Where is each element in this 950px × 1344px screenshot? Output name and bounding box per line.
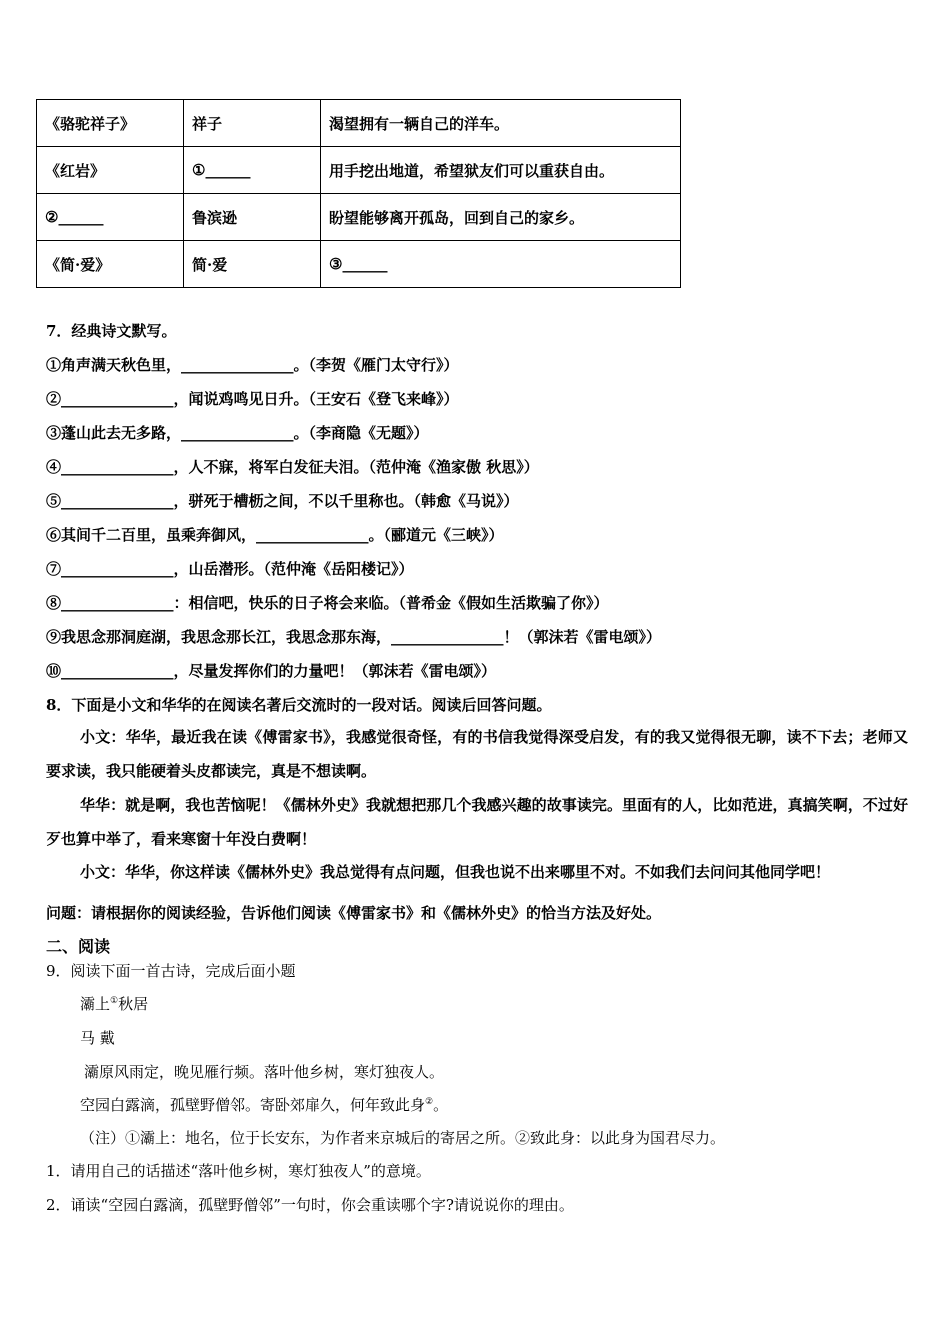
question-7-title: 7．经典诗文默写。: [46, 322, 177, 340]
sub-question-2: 2．诵读“空园白露滴，孤壁野僧邻”一句时，你会重读哪个字?请说说你的理由。: [46, 1196, 574, 1214]
recitation-item-2[interactable]: ②_______________，闻说鸡鸣见日升。（王安石《登飞来峰》）: [46, 390, 459, 408]
wish-cell: 渴望拥有一辆自己的洋车。: [321, 100, 681, 147]
character-cell: 祥子: [184, 100, 321, 147]
table-row: [37, 147, 681, 194]
character-blank[interactable]: ①______: [184, 147, 321, 194]
footnote-marker: ②: [425, 1097, 434, 1107]
recitation-item-10[interactable]: ⑩_______________，尽量发挥你们的力量吧！（郭沫若《雷电颂》）: [46, 662, 497, 680]
wish-cell: 盼望能够离开孤岛，回到自己的家乡。: [321, 194, 681, 241]
dialog-huahua: 华华：就是啊，我也苦恼呢！《儒林外史》我就想把那几个我感兴趣的故事读完。里面有的人，比如范进，真搞笑啊，不过好歹也算中举了，看来寒窗十年没白费啊！: [46, 796, 908, 848]
table-row: [37, 241, 681, 288]
question-8-title: 8．下面是小文和华华的在阅读名著后交流时的一段对话。阅读后回答问题。: [46, 696, 552, 714]
recitation-item-5[interactable]: ⑤_______________，骈死于槽枥之间，不以千里称也。（韩愈《马说》）: [46, 492, 519, 510]
recitation-item-7[interactable]: ⑦_______________，山岳潜形。（范仲淹《岳阳楼记》）: [46, 560, 414, 578]
poem-title: 灞上①秋居: [80, 995, 149, 1013]
book-cell: 《简·爱》: [37, 241, 184, 288]
table-row: [37, 100, 681, 147]
section-reading-heading: 二、阅读: [46, 937, 111, 956]
character-cell: 鲁滨逊: [184, 194, 321, 241]
dialog-xiaowen-1: 小文：华华，最近我在读《傅雷家书》，我感觉很奇怪，有的书信我觉得深受启发，有的我又觉得很无聊，读不下去；老师又要求读，我只能硬着头皮都读完，真是不想读啊。: [46, 728, 908, 780]
book-cell: 《骆驼祥子》: [37, 100, 184, 147]
dialog-xiaowen-2: 小文：华华，你这样读《儒林外史》我总觉得有点问题，但我也说不出来哪里不对。不如我们去问问其他同学吧！: [80, 863, 831, 881]
poem-line-1: 灞原风雨定，晚见雁行频。落叶他乡树，寒灯独夜人。: [84, 1063, 445, 1081]
recitation-item-3[interactable]: ③蓬山此去无多路，_______________。（李商隐《无题》）: [46, 424, 429, 442]
poem-author: 马 戴: [80, 1029, 115, 1047]
poem-annotation: （注）①灞上：地名，位于长安东，为作者来京城后的寄居之所。②致此身：以此身为国君尽力。: [80, 1129, 726, 1147]
poem-line-2: 空园白露滴，孤壁野僧邻。寄卧郊扉久，何年致此身②。: [80, 1096, 449, 1114]
novel-table: [36, 99, 681, 288]
book-cell: 《红岩》: [37, 147, 184, 194]
character-cell: 简·爱: [184, 241, 321, 288]
recitation-item-4[interactable]: ④_______________，人不寐，将军白发征夫泪。（范仲淹《渔家傲 秋思》）: [46, 458, 539, 476]
recitation-item-9[interactable]: ⑨我思念那洞庭湖，我思念那长江，我思念那东海，_______________！（郭沫若《雷电颂》）: [46, 628, 662, 646]
recitation-item-8[interactable]: ⑧_______________：相信吧，快乐的日子将会来临。（普希金《假如生活欺骗了你》）: [46, 594, 609, 612]
footnote-marker: ①: [110, 996, 119, 1006]
question-9-title: 9．阅读下面一首古诗，完成后面小题: [46, 962, 296, 980]
book-blank[interactable]: ②______: [37, 194, 184, 241]
table-row: [37, 194, 681, 241]
recitation-item-6[interactable]: ⑥其间千二百里，虽乘奔御风，_______________。（郦道元《三峡》）: [46, 526, 504, 544]
wish-blank[interactable]: ③______: [321, 241, 681, 288]
wish-cell: 用手挖出地道，希望狱友们可以重获自由。: [321, 147, 681, 194]
question-8-prompt: 问题：请根据你的阅读经验，告诉他们阅读《傅雷家书》和《儒林外史》的恰当方法及好处。: [46, 904, 662, 922]
sub-question-1: 1．请用自己的话描述“落叶他乡树，寒灯独夜人”的意境。: [46, 1162, 431, 1180]
recitation-item-1[interactable]: ①角声满天秋色里，_______________。（李贺《雁门太守行》）: [46, 356, 459, 374]
